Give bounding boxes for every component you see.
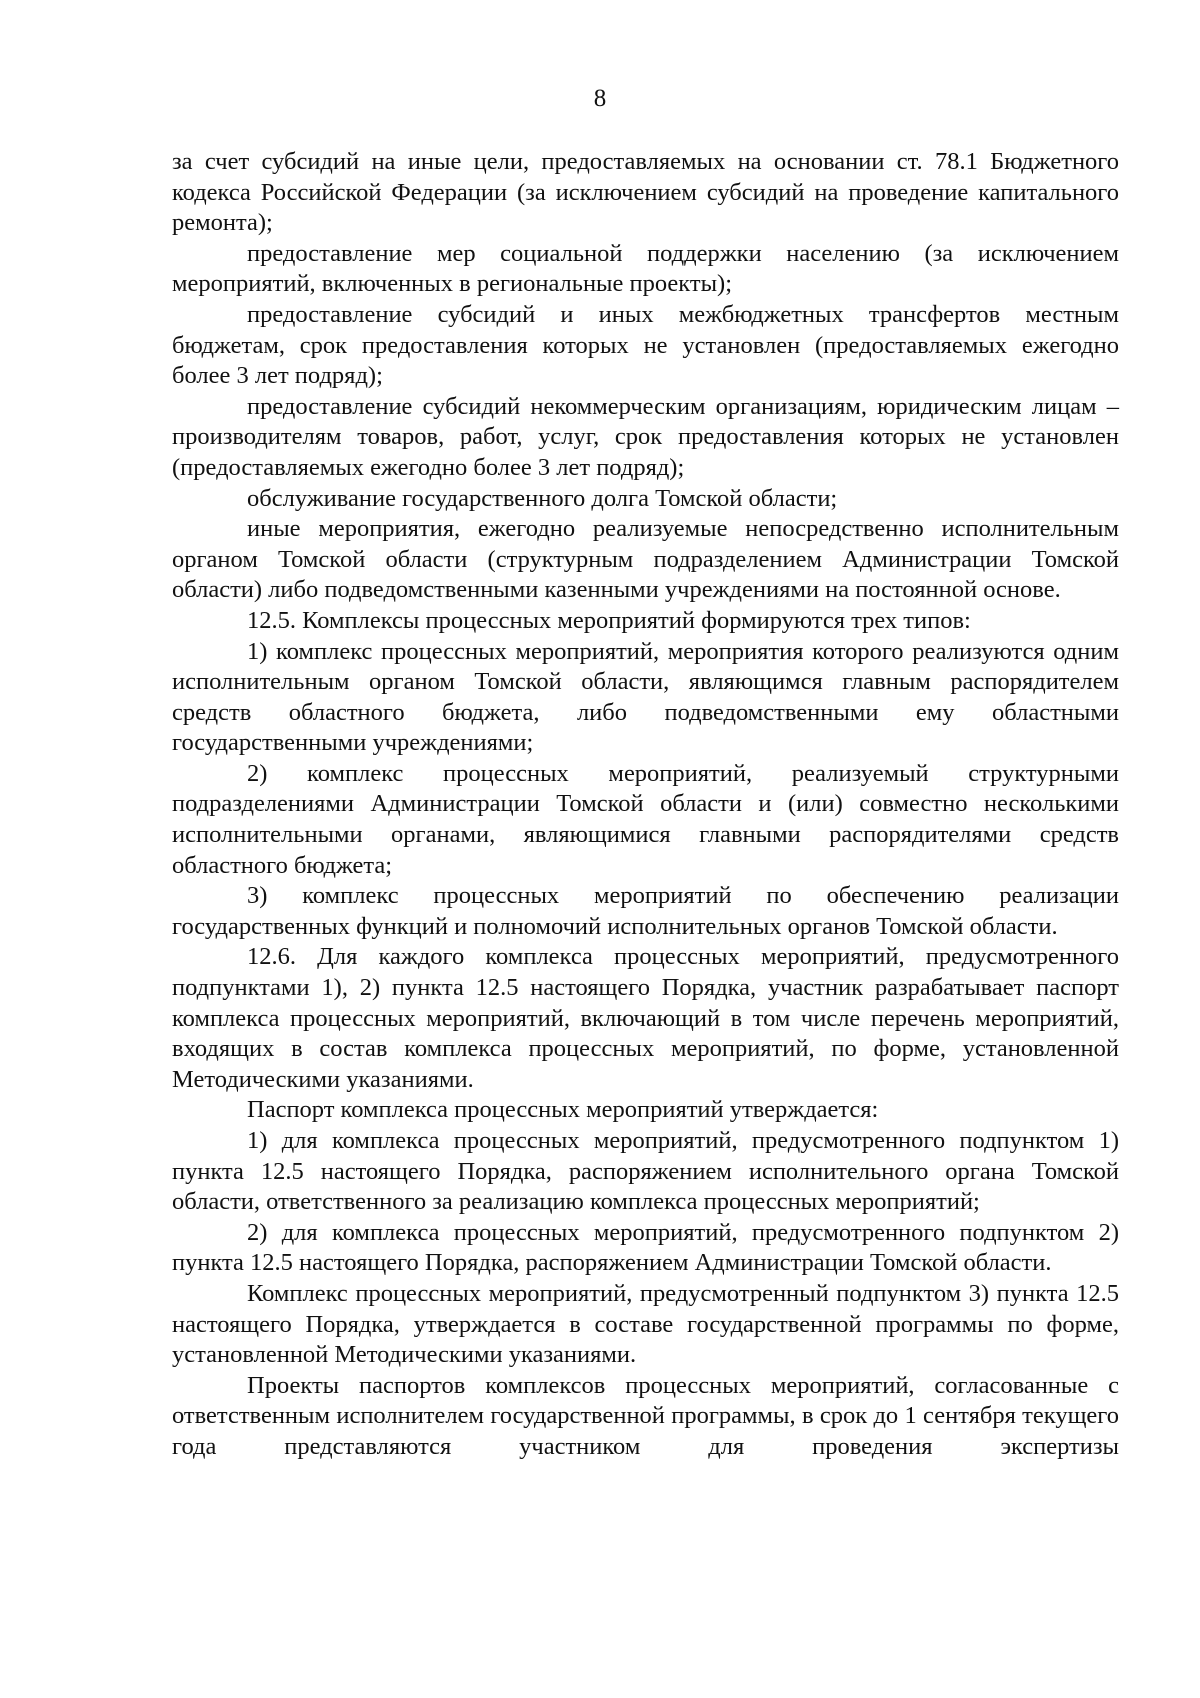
paragraph-11: 12.6. Для каждого комплекса процессных мероприятий, предусмотренного подпунктами 1), 2) пункта 12.5 настоящего Порядка, участник разрабатывает паспорт комплекса процессных мероприятий, включающий в том числе перечень мероприятий, входящих в состав комплекса процессных мероприятий, по форме, установленной Методическими указаниями. [172,943,1119,1093]
paragraph-1: за счет субсидий на иные цели, предоставляемых на основании ст. 78.1 Бюджетного кодекса Российской Федерации (за исключением субсидий на проведение капитального ремонта); [172,148,1119,237]
paragraph-16: Проекты паспортов комплексов процессных мероприятий, согласованные с ответственным исполнителем государственной программы, в срок до 1 сентября текущего года представляются участником для проведения экспертизы [172,1371,1119,1460]
paragraph-6: иные мероприятия, ежегодно реализуемые непосредственно исполнительным органом Томской области (структурным подразделением Администрации Томской области) либо подведомственными казенными учреждениями на постоянной основе. [172,515,1119,604]
paragraph-13: 1) для комплекса процессных мероприятий, предусмотренного подпунктом 1) пункта 12.5 настоящего Порядка, распоряжением исполнительного органа Томской области, ответственного за реализацию комплекса процессных мероприятий; [172,1127,1119,1216]
paragraph-14: 2) для комплекса процессных мероприятий, предусмотренного подпунктом 2) пункта 12.5 настоящего Порядка, распоряжением Администрации Томской области. [172,1218,1119,1277]
page-number: 8 [593,85,607,112]
paragraph-12: Паспорт комплекса процессных мероприятий утверждается: [247,1096,879,1124]
paragraph-8: 1) комплекс процессных мероприятий, мероприятия которого реализуются одним исполнительным органом Томской области, являющимся главным распорядителем средств областного бюджета, либо подведомственными ему областными государственными учреждениями; [172,637,1119,757]
paragraph-7: 12.5. Комплексы процессных мероприятий формируются трех типов: [247,606,971,634]
document-body [172,147,1119,1463]
paragraph-9: 2) комплекс процессных мероприятий, реализуемый структурными подразделениями Администрации Томской области и (или) совместно несколькими исполнительными органами, являющимися главными распорядителями средств областного бюджета; [172,759,1119,879]
paragraph-15: Комплекс процессных мероприятий, предусмотренный подпунктом 3) пункта 12.5 настоящего Порядка, утверждается в составе государственной программы по форме, установленной Методическими указаниями. [172,1279,1119,1369]
paragraph-3: предоставление субсидий и иных межбюджетных трансфертов местным бюджетам, срок предоставления которых не установлен (предоставляемых ежегодно более 3 лет подряд); [172,300,1119,390]
paragraph-5: обслуживание государственного долга Томской области; [247,484,838,512]
paragraph-10: 3) комплекс процессных мероприятий по обеспечению реализации государственных функций и полномочий исполнительных органов Томской области. [172,882,1119,940]
paragraph-4: предоставление субсидий некоммерческим организациям, юридическим лицам – производителям товаров, работ, услуг, срок предоставления которых не установлен (предоставляемых ежегодно более 3 лет подряд); [172,392,1119,481]
paragraph-2: предоставление мер социальной поддержки населению (за исключением мероприятий, включенных в региональные проекты); [172,239,1119,298]
